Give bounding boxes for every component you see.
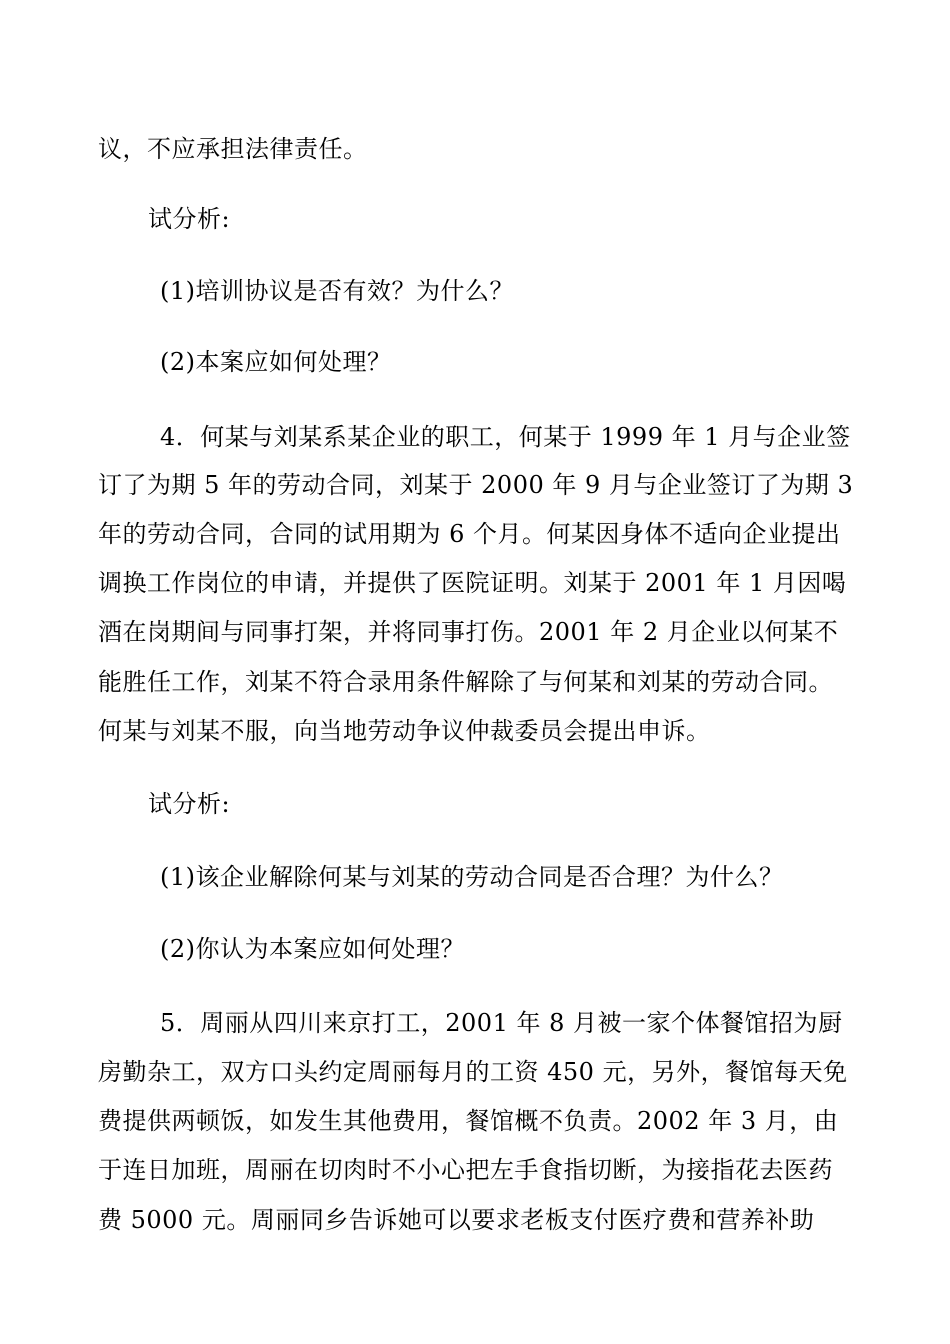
text-line: 试分析:	[148, 205, 231, 233]
text-line: 费提供两顿饭，如发生其他费用，餐馆概不负责。2002 年 3 月，由	[98, 1107, 839, 1135]
text-line: 年的劳动合同，合同的试用期为 6 个月。何某因身体不适向企业提出	[98, 520, 841, 548]
text-line: 能胜任工作，刘某不符合录用条件解除了与何某和刘某的劳动合同。	[98, 668, 833, 696]
text-line: 5．周丽从四川来京打工，2001 年 8 月被一家个体餐馆招为厨	[160, 1009, 843, 1037]
text-line: 调换工作岗位的申请，并提供了医院证明。刘某于 2001 年 1 月因喝	[98, 569, 847, 597]
text-line: 议，不应承担法律责任。	[98, 135, 368, 163]
text-line: 试分析:	[148, 790, 231, 818]
text-line: 何某与刘某不服，向当地劳动争议仲裁委员会提出申诉。	[98, 717, 711, 745]
text-line: 房勤杂工，双方口头约定周丽每月的工资 450 元，另外，餐馆每天免	[98, 1058, 848, 1086]
text-line: (2)本案应如何处理？	[160, 348, 392, 376]
text-line: (1)该企业解除何某与刘某的劳动合同是否合理？为什么？	[160, 863, 784, 891]
text-line: 费 5000 元。周丽同乡告诉她可以要求老板支付医疗费和营养补助	[98, 1206, 815, 1234]
text-line: 订了为期 5 年的劳动合同，刘某于 2000 年 9 月与企业签订了为期 3	[98, 471, 854, 499]
text-line: (1)培训协议是否有效？为什么？	[160, 277, 514, 305]
text-line: 于连日加班，周丽在切肉时不小心把左手食指切断，为接指花去医药	[98, 1156, 833, 1184]
text-line: 酒在岗期间与同事打架，并将同事打伤。2001 年 2 月企业以何某不	[98, 618, 839, 646]
text-line: (2)你认为本案应如何处理？	[160, 935, 465, 963]
text-line: 4．何某与刘某系某企业的职工，何某于 1999 年 1 月与企业签	[160, 423, 851, 451]
